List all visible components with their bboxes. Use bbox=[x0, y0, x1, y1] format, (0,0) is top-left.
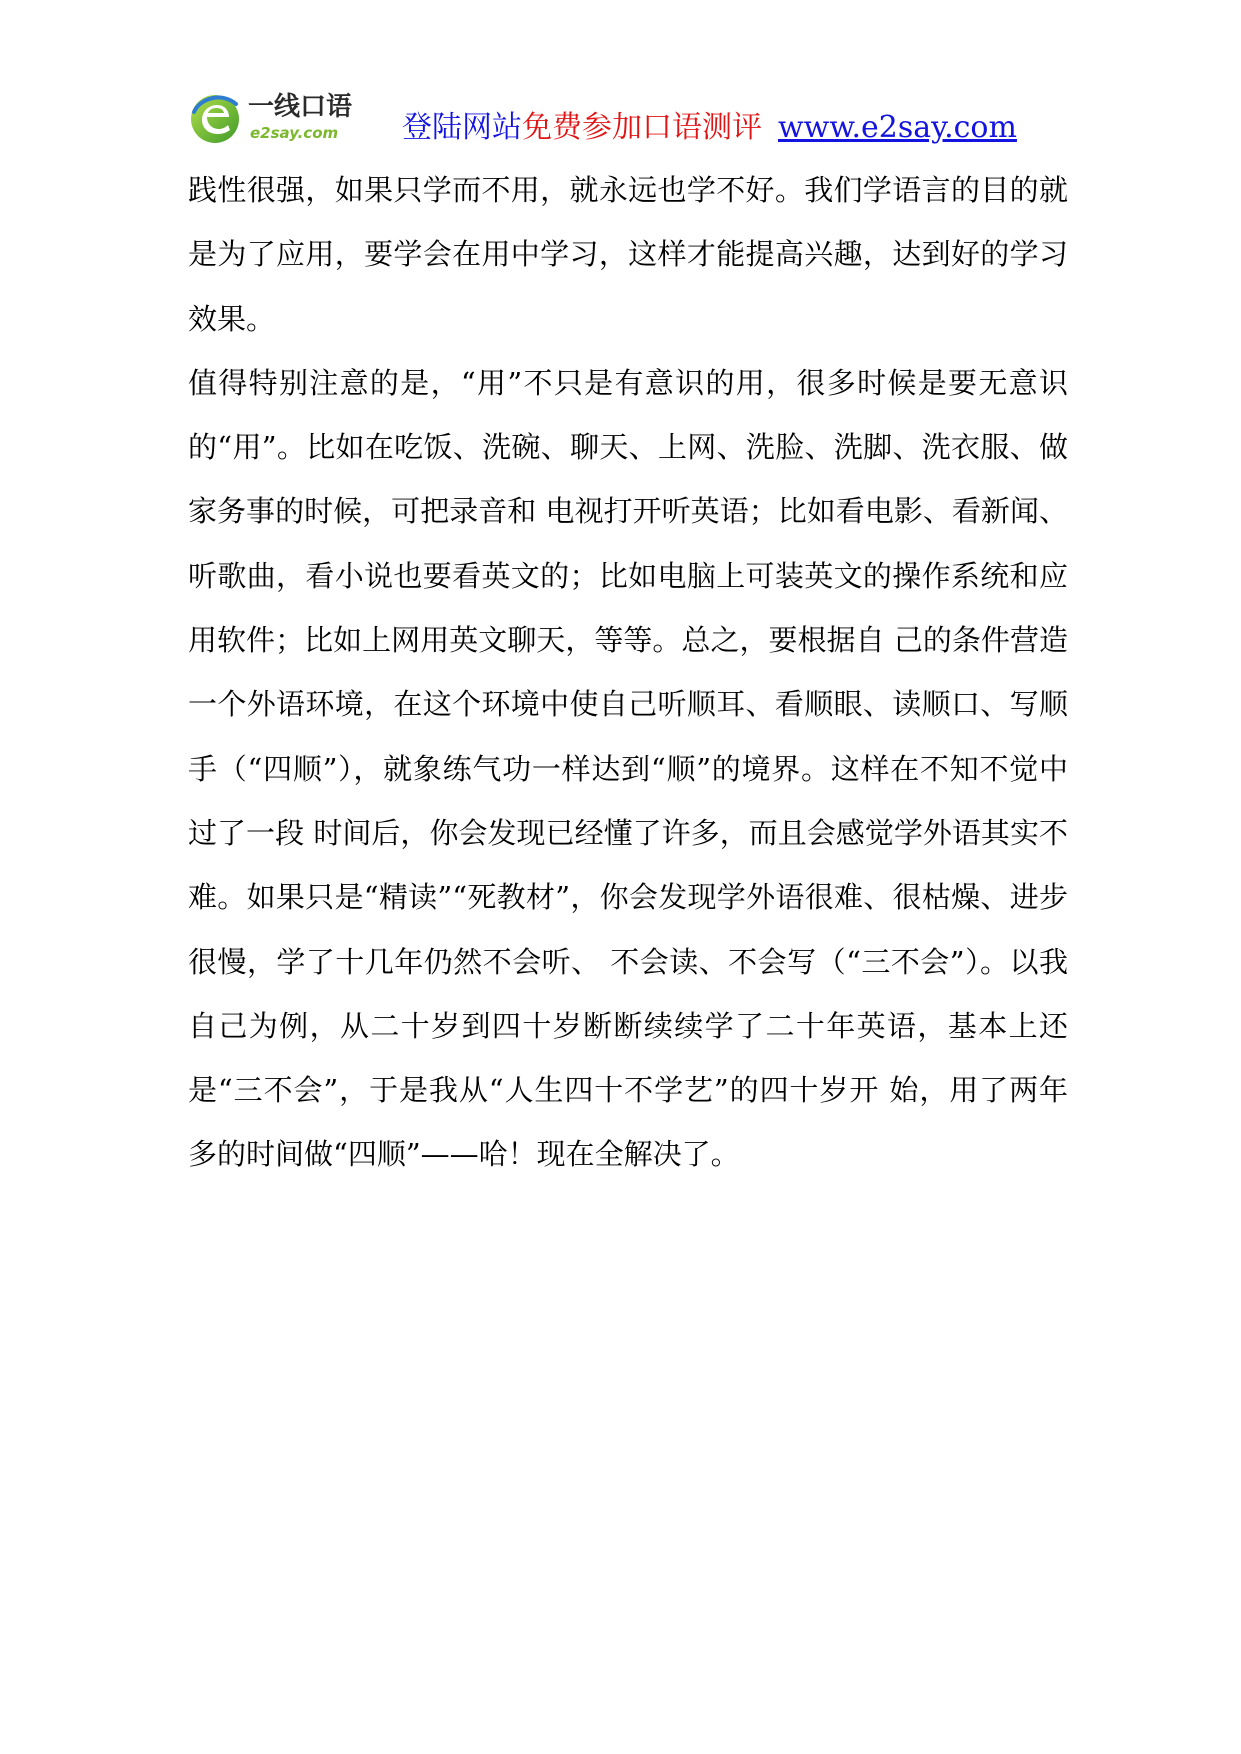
document-body bbox=[188, 158, 1068, 1187]
site-url-link[interactable]: www.e2say.com bbox=[778, 110, 1017, 145]
logo-domain: e2say.com bbox=[250, 124, 339, 142]
login-text[interactable]: 登陆网站 bbox=[402, 110, 522, 145]
logo-title: 一线口语 bbox=[248, 92, 353, 122]
paragraph-1: 践性很强，如果只学而不用，就永远也学不好。我们学语言的目的就是为了应用，要学会在用中学习，这样才能提高兴趣，达到好的学习效果。 bbox=[188, 173, 1068, 336]
page-header bbox=[188, 84, 1068, 150]
site-logo[interactable] bbox=[188, 90, 353, 146]
promo-banner bbox=[402, 110, 1017, 146]
paragraph-2: 值得特别注意的是，“用”不只是有意识的用，很多时候是要无意识的“用”。比如在吃饭、洗碗、聊天、上网、洗脸、洗脚、洗衣服、做家务事的时候，可把录音和 电视打开听英语；比如看电影、看新闻、听歌曲，看小说也要看英文的；比如电脑上可装英文的操作系统和应用软件；比如上网用英文聊天，等等。总之，要根据自 己的条件营造一个外语环境，在这个环境中使自己听顺耳、看顺眼、读顺口、写顺手（“四顺”），就象练气功一样达到“顺”的境界。这样在不知不觉中过了一段 时间后，你会发现已经懂了许多，而且会感觉学外语其实不难。如果只是“精读”“死教材”，你会发现学外语很难、很枯燥、进步很慢，学了十几年仍然不会听、 不会读、不会写（“三不会”）。以我自己为例，从二十岁到四十岁断断续续学了二十年英语，基本上还是“三不会”，于是我从“人生四十不学艺”的四十岁开 始，用了两年多的时间做“四顺”——哈！现在全解决了。 bbox=[188, 365, 1068, 1172]
free-test-text[interactable]: 免费参加口语测评 bbox=[522, 110, 762, 145]
e-globe-logo-icon bbox=[188, 90, 242, 146]
